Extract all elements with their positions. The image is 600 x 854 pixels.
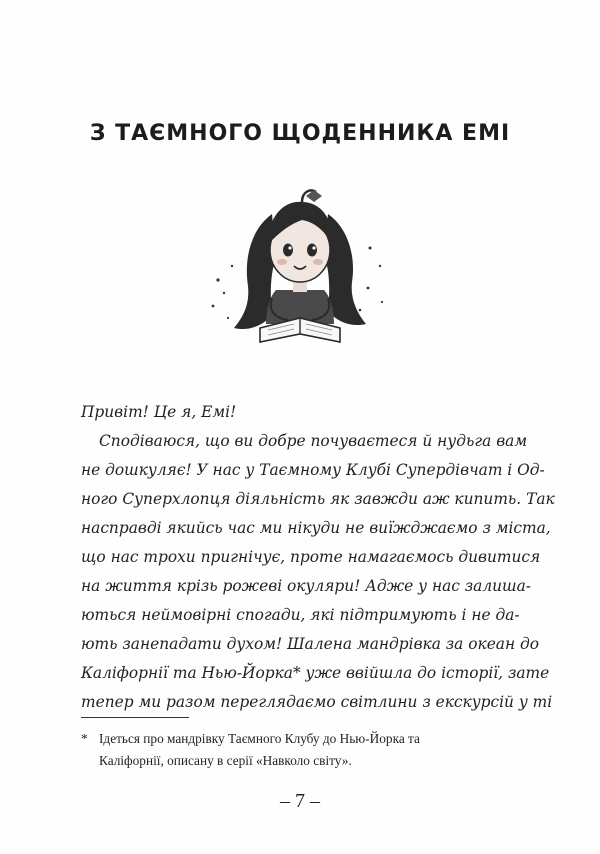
page-number: – 7 – bbox=[280, 790, 320, 812]
body-line: не дошкуляє! У нас у Таємному Клубі Супердівчат і Од- bbox=[81, 461, 545, 479]
footnote-line-1 bbox=[81, 728, 526, 750]
body-text bbox=[81, 398, 555, 717]
body-line: тепер ми разом переглядаємо світлини з екскурсій у ті bbox=[81, 693, 553, 711]
body-line: на життя крізь рожеві окуляри! Адже у нас залиша- bbox=[81, 577, 532, 595]
left-eye bbox=[283, 244, 293, 257]
body-line: Сподіваюся, що ви добре почуваєтеся й нудьга вам bbox=[99, 432, 528, 450]
body-line: ються неймовірні спогади, які підтримують і не да- bbox=[81, 606, 520, 624]
footnote-marker: * bbox=[81, 731, 88, 746]
body-line: що нас трохи пригнічує, проте намагаємось дивитися bbox=[81, 548, 541, 566]
left-cheek bbox=[277, 259, 287, 265]
footnote-divider bbox=[81, 717, 189, 718]
body-line: ного Суперхлопця діяльність як завжди аж кипить. Так bbox=[81, 490, 555, 508]
chapter-title: З ТАЄМНОГО ЩОДЕННИКА ЕМІ bbox=[89, 121, 511, 146]
body-line: Привіт! Це я, Емі! bbox=[81, 403, 237, 421]
footnote-text-1: Ідеться про мандрівку Таємного Клубу до Нью-Йорка та bbox=[99, 731, 420, 746]
footnote bbox=[81, 728, 526, 772]
right-cheek bbox=[313, 259, 323, 265]
right-eye bbox=[307, 244, 317, 257]
body-line: Каліфорнії та Нью-Йорка* уже ввійшла до історії, зате bbox=[81, 664, 550, 682]
body-line: насправді якийсь час ми нікуди не виїжджаємо з міста, bbox=[81, 519, 551, 537]
body-line: ють занепадати духом! Шалена мандрівка за океан до bbox=[81, 635, 540, 653]
girl-reading-illustration bbox=[210, 178, 390, 353]
footnote-line-2: Каліфорнії, описану в серії «Навколо світу». bbox=[99, 753, 352, 768]
